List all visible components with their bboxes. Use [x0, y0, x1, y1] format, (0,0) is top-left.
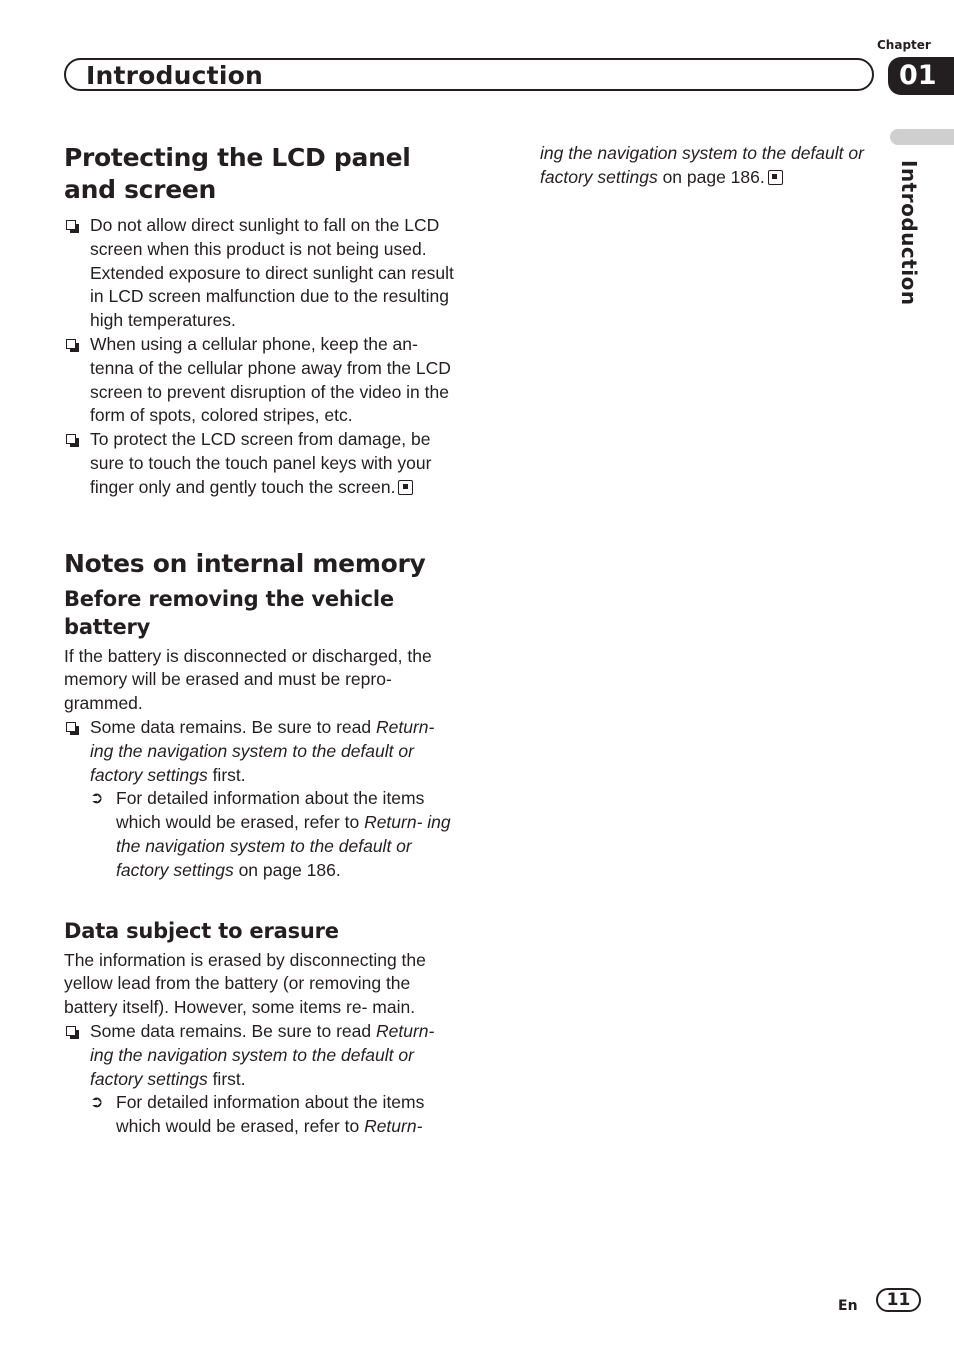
list-item: When using a cellular phone, keep the an- tenna of the cellular phone away from the LCD screen to prevent disruption of the video in the form of spots, colored stripes, etc.	[64, 333, 456, 428]
cross-reference: Return-	[364, 1116, 423, 1137]
cross-reference: Return- ing the navigation system to the default or factory settings	[90, 716, 435, 785]
language-label: En	[838, 1298, 858, 1314]
end-mark-icon	[768, 170, 783, 185]
cross-reference: ing the navigation system to the default or factory settings	[540, 143, 864, 187]
section-header	[64, 58, 874, 91]
side-tab-label: Introduction	[897, 160, 921, 306]
heading-protecting-lcd: Protecting the LCD panel and screen	[64, 143, 411, 204]
checkbox-bullet-icon	[66, 339, 76, 349]
right-column	[540, 142, 870, 190]
chapter-number: 01	[888, 57, 954, 95]
arrow-bullet-icon: ➲	[90, 1094, 104, 1112]
page-number: 11	[876, 1288, 921, 1312]
continued-paragraph: ing the navigation system to the default or factory settings on page 186.	[540, 143, 864, 187]
checkbox-bullet-icon	[66, 722, 76, 732]
checkbox-bullet-icon	[66, 434, 76, 444]
paragraph: The information is erased by disconnecting the yellow lead from the battery (or removing the battery itself). However, some items re- main.	[64, 949, 426, 1018]
end-mark-icon	[398, 480, 413, 495]
heading-before-removing-battery: Before removing the vehicle battery	[64, 586, 394, 639]
paragraph: If the battery is disconnected or discharged, the memory will be erased and must be repro- grammed.	[64, 645, 432, 714]
arrow-bullet-icon: ➲	[90, 790, 104, 808]
heading-data-subject-to-erasure: Data subject to erasure	[64, 918, 339, 943]
left-column	[64, 142, 456, 1139]
list-item: Some data remains. Be sure to read Return- ing the navigation system to the default or factory settings first.	[64, 716, 456, 787]
section-title: Introduction	[86, 61, 263, 90]
checkbox-bullet-icon	[66, 1026, 76, 1036]
list-item: Do not allow direct sunlight to fall on the LCD screen when this product is not being used. Extended exposure to direct sunlight can result in LCD screen malfunction due to the resulting high temperatures.	[64, 214, 456, 333]
cross-reference: Return- ing the navigation system to the default or factory settings	[90, 1020, 435, 1089]
list-item: Some data remains. Be sure to read Return- ing the navigation system to the default or factory settings first.	[64, 1020, 456, 1091]
list-item: To protect the LCD screen from damage, be sure to touch the touch panel keys with your finger only and gently touch the screen.	[64, 428, 456, 499]
sub-list-item: ➲ For detailed information about the items which would be erased, refer to Return- ing the navigation system to the default or factory settings on page 186.	[90, 788, 451, 880]
heading-internal-memory: Notes on internal memory	[64, 548, 426, 578]
side-tab-bar	[890, 129, 954, 145]
sub-list-item: ➲ For detailed information about the items which would be erased, refer to Return-	[90, 1092, 425, 1137]
chapter-label: Chapter	[877, 38, 931, 52]
cross-reference: Return- ing the navigation system to the default or factory settings	[116, 812, 451, 880]
checkbox-bullet-icon	[66, 220, 76, 230]
